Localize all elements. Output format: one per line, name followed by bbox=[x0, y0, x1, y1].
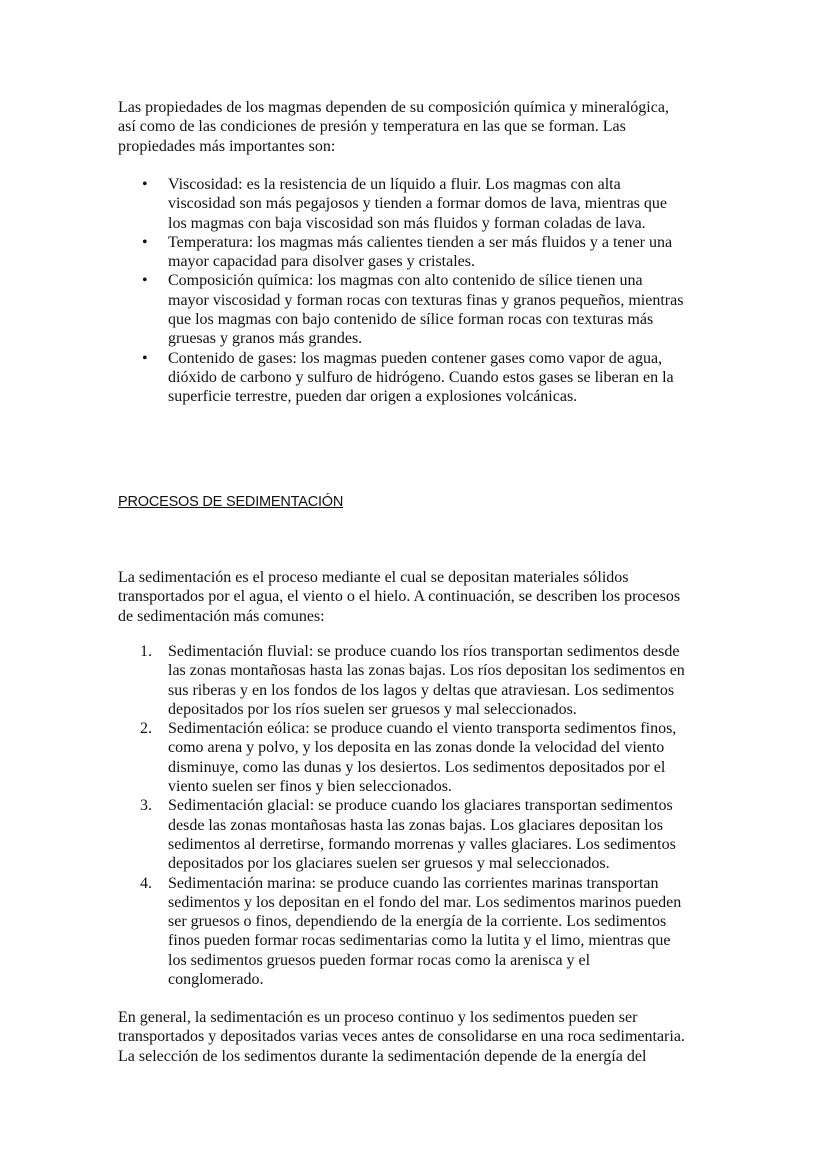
text-line: depositados por los glaciares suelen ser gruesos y mal seleccionados. bbox=[168, 855, 610, 873]
list-item bbox=[118, 719, 685, 796]
text-line: viscosidad son más pegajosos y tienden a formar domos de lava, mientras que bbox=[168, 195, 667, 213]
text-line: Composición química: los magmas con alto contenido de sílice tienen una bbox=[168, 272, 643, 290]
text-line: sus riberas y en los fondos de los lagos y deltas que atraviesan. Los sedimentos bbox=[168, 681, 675, 699]
bullet-icon: • bbox=[142, 349, 148, 367]
text-line: Contenido de gases: los magmas pueden contener gases como vapor de agua, bbox=[168, 349, 663, 367]
list-item bbox=[118, 233, 683, 272]
text-line: dióxido de carbono y sulfuro de hidrógeno. Cuando estos gases se liberan en la bbox=[168, 368, 674, 386]
text-line: conglomerado. bbox=[168, 971, 264, 989]
list-item bbox=[118, 175, 683, 233]
text-line: Sedimentación fluvial: se produce cuando los ríos transportan sedimentos desde bbox=[168, 643, 680, 660]
text-line: como arena y polvo, y los deposita en las zonas donde la velocidad del viento bbox=[168, 739, 665, 757]
text-line: ser gruesos o finos, dependiendo de la energía de la corriente. Los sedimentos bbox=[168, 913, 667, 931]
sedimentation-intro-paragraph bbox=[118, 568, 680, 626]
text-line: Sedimentación eólica: se produce cuando el viento transporta sedimentos finos, bbox=[168, 720, 677, 738]
magma-properties-list bbox=[118, 175, 683, 407]
text-line: disminuye, como las dunas y los desiertos. Los sedimentos depositados por el bbox=[168, 758, 666, 776]
text-line: que los magmas con bajo contenido de sílice forman rocas con texturas más bbox=[168, 311, 654, 329]
text-line: viento suelen ser finos y bien seleccionados. bbox=[168, 778, 452, 796]
list-item bbox=[118, 874, 685, 990]
list-item bbox=[118, 796, 685, 873]
text-line: superficie terrestre, pueden dar origen a explosiones volcánicas. bbox=[168, 388, 578, 406]
text-line: gruesas y granos más grandes. bbox=[168, 330, 363, 348]
text-line: Viscosidad: es la resistencia de un líquido a fluir. Los magmas con alta bbox=[168, 176, 621, 193]
text-line: En general, la sedimentación es un proceso continuo y los sedimentos pueden ser bbox=[118, 1009, 638, 1026]
text-line: mayor viscosidad y forman rocas con texturas finas y granos pequeños, mientras bbox=[168, 291, 684, 309]
text-line: transportados por el agua, el viento o el hielo. A continuación, se describen los procesos bbox=[118, 588, 681, 606]
bullet-icon: • bbox=[142, 272, 148, 290]
bullet-icon: • bbox=[142, 176, 148, 193]
text-line: La sedimentación es el proceso mediante el cual se depositan materiales sólidos bbox=[118, 569, 629, 586]
list-number: 1. bbox=[140, 643, 152, 660]
list-item bbox=[118, 271, 683, 348]
text-line: Sedimentación glacial: se produce cuando los glaciares transportan sedimentos bbox=[168, 797, 673, 815]
text-line: finos pueden formar rocas sedimentarias como la lutita y el limo, mientras que bbox=[168, 932, 671, 950]
text-line: Las propiedades de los magmas dependen de su composición química y mineralógica, bbox=[118, 99, 669, 116]
text-line: transportados y depositados varias veces antes de consolidarse en una roca sedimentaria. bbox=[118, 1028, 685, 1046]
text-line: Sedimentación marina: se produce cuando las corrientes marinas transportan bbox=[168, 874, 659, 892]
text-line: así como de las condiciones de presión y temperatura en las que se forman. Las bbox=[118, 118, 626, 136]
list-item bbox=[118, 642, 685, 719]
text-line: los sedimentos gruesos pueden formar rocas como la arenisca y el bbox=[168, 951, 591, 969]
intro-paragraph bbox=[118, 98, 669, 156]
text-line: las zonas montañosas hasta las zonas bajas. Los ríos depositan los sedimentos en bbox=[168, 662, 685, 680]
text-line: Temperatura: los magmas más calientes tienden a ser más fluidos y a tener una bbox=[168, 233, 673, 251]
section-heading: PROCESOS DE SEDIMENTACIÓN bbox=[118, 494, 344, 510]
text-line: desde las zonas montañosas hasta las zonas bajas. Los glaciares depositan los bbox=[168, 816, 663, 834]
list-number: 2. bbox=[140, 720, 152, 738]
text-line: de sedimentación más comunes: bbox=[118, 607, 325, 625]
conclusion-paragraph bbox=[118, 1008, 685, 1066]
text-line: La selección de los sedimentos durante la sedimentación depende de la energía del bbox=[118, 1047, 647, 1065]
list-number: 3. bbox=[140, 797, 152, 815]
text-line: sedimentos al derretirse, formando morrenas y valles glaciares. Los sedimentos bbox=[168, 835, 676, 853]
list-item bbox=[118, 349, 683, 407]
bullet-icon: • bbox=[142, 233, 148, 251]
sedimentation-processes-list bbox=[118, 642, 685, 989]
text-line: depositados por los ríos suelen ser gruesos y mal seleccionados. bbox=[168, 700, 577, 718]
text-line: propiedades más importantes son: bbox=[118, 137, 336, 155]
text-line: los magmas con baja viscosidad son más fluidos y forman coladas de lava. bbox=[168, 214, 646, 232]
text-line: mayor capacidad para disolver gases y cristales. bbox=[168, 253, 475, 271]
list-number: 4. bbox=[140, 874, 152, 892]
text-line: sedimentos y los depositan en el fondo del mar. Los sedimentos marinos pueden bbox=[168, 893, 682, 911]
